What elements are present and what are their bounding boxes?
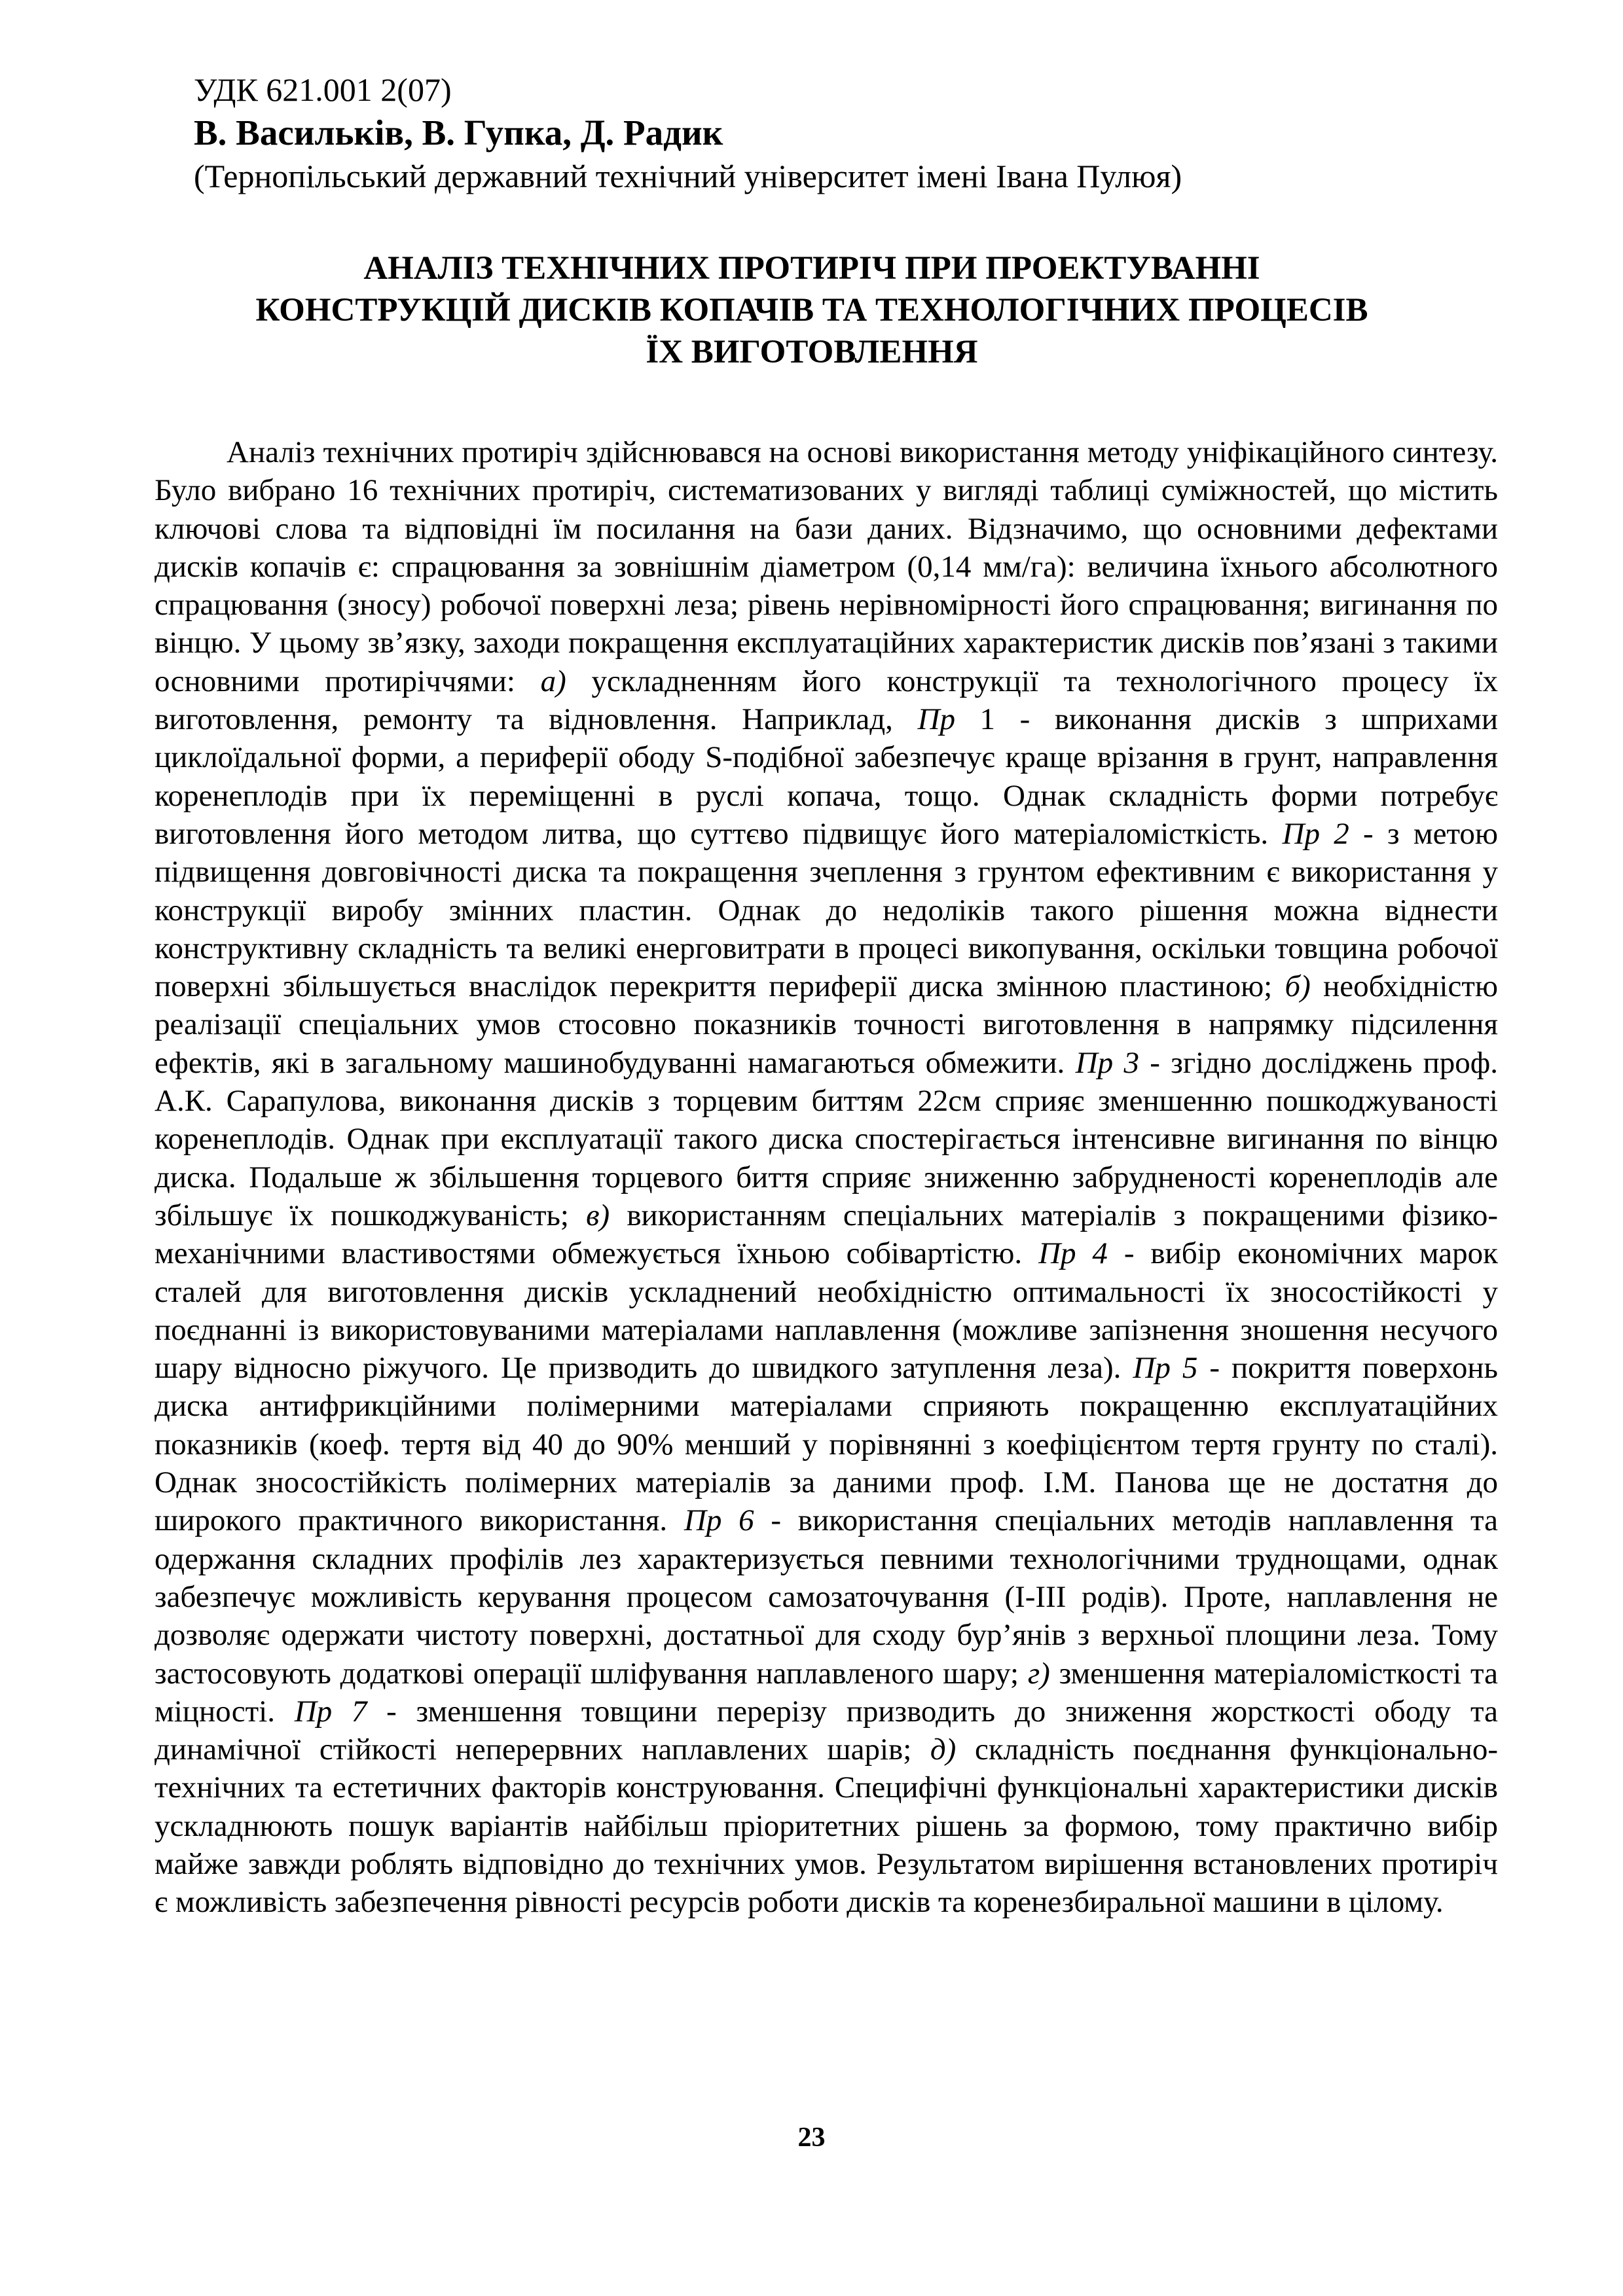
page-number: 23 <box>797 2123 826 2153</box>
affiliation: (Тернопільський державний технічний університет імені Івана Пулюя) <box>194 158 1182 194</box>
list-marker-d: д) <box>930 1732 957 1767</box>
body-text-segment: використанням спеціальних матеріалів з покращеними фізико-механічними властивостями обмежується їхньою собівартістю. <box>155 1198 1498 1271</box>
body-text-segment: - зменшення товщини перерізу призводить до зниження жорсткості ободу та динамічної стійкості неперервних наплавлених шарів; <box>155 1694 1498 1767</box>
body-text-segment: Аналіз технічних протиріч здійснювався на основі використання методу уніфікаційного синтезу. Було вибрано 16 технічних протиріч, систематизованих у вигляді таблиці суміжностей, що містить ключові слова та відповідні їм посилання на бази даних. Відзначимо, що основними дефектами дисків копачів є: спрацювання за зовнішнім діаметром (0,14 мм/га): величина їхнього абсолютного спрацювання (зносу) робочої поверхні леза; рівень нерівномірності його спрацювання; вигинання по вінцю. У цьому зв’язку, заходи покращення експлуатаційних характеристик дисків пов’язані з такими основними протиріччями: <box>155 435 1498 698</box>
contradiction-ref-3: Пр 3 <box>1075 1045 1139 1080</box>
contradiction-ref-2: Пр 2 - <box>1282 816 1374 851</box>
title-line-3: ЇХ ВИГОТОВЛЕННЯ <box>646 334 978 370</box>
list-marker-b: б) <box>1285 969 1311 1004</box>
contradiction-ref-6: Пр 6 <box>684 1503 754 1538</box>
body-paragraph <box>155 433 1498 1922</box>
list-marker-a: а) <box>540 664 566 698</box>
list-marker-v: в) <box>586 1198 610 1232</box>
body-text-segment: - покриття поверхонь диска антифрикційними полімерними матеріалами сприяють покращенню експлуатаційних показників (коеф. тертя від 40 до 90% менший у порівнянні з коефіцієнтом тертя грунту по сталі). Однак зносостійкість полімерних матеріалів за даними проф. І.М. Панова ще не достатня до широкого практичного використання. <box>155 1351 1498 1538</box>
body-text-segment: - згідно досліджень проф. А.К. Сарапулова, виконання дисків з торцевим биттям 22см сприяє зменшенню пошкоджуваності коренеплодів. Однак при експлуатації такого диска спостерігається інтенсивне вигинання по вінцю диска. Подальше ж збільшення торцевого биття сприяє зниженню забрудненості коренеплодів але збільшує їх пошкоджуваність; <box>155 1045 1498 1232</box>
contradiction-ref-7: Пр 7 <box>294 1694 367 1729</box>
body-text-segment: з метою підвищення довговічності диска та покращення зчеплення з грунтом ефективним є використання у конструкції виробу змінних пластин. Однак до недоліків такого рішення можна віднести конструктивну складність та великі енерговитрати в процесі викопування, оскільки товщина робочої поверхні збільшується внаслідок перекриття периферії диска змінною пластиною; <box>155 816 1499 1004</box>
article-header <box>194 68 1497 198</box>
body-text-segment: - вибір економічних марок сталей для виготовлення дисків ускладнений необхідністю оптимальності їх зносостійкості у поєднанні із використовуваними матеріалами наплавлення (можливе запізнення зношення несучого шару відносно ріжучого. Це призводить до швидкого затуплення леза). <box>155 1236 1498 1386</box>
body-text-segment: складність поєднання функціонально-технічних та естетичних факторів конструювання. Специфічні функціональні характеристики дисків ускладнюють пошук варіантів найбільш пріоритетних рішень за формою, тому практично вибір майже завжди роблять відповідно до технічних умов. Результатом вирішення встановлених протиріч є можливість забезпечення рівності ресурсів роботи дисків та коренезбиральної машини в цілому. <box>155 1732 1498 1920</box>
contradiction-ref-4: Пр 4 <box>1038 1236 1108 1271</box>
body-text-segment: 1 - виконання дисків з шприхами циклоїдальної форми, а периферії ободу S-подібної забезпечує краще врізання в грунт, направлення коренеплодів при їх переміщенні в руслі копача, тощо. Однак складність форми потребує виготовлення його методом литва, що суттєво підвищує його матеріаломісткість. <box>155 702 1498 851</box>
authors: В. Васильків, В. Гупка, Д. Радик <box>194 113 723 152</box>
body-text-segment: зменшення матеріаломісткості та міцності. <box>155 1656 1498 1729</box>
udk-code: УДК 621.001 2(07) <box>194 71 452 108</box>
body-text-segment: - використання спеціальних методів наплавлення та одержання складних профілів лез характеризується певними технологічними труднощами, однак забезпечує можливість керування процесом самозаточування (I-III родів). Проте, наплавлення не дозволяє одержати чистоту поверхні, достатньої для сходу бур’янів з верхньої площини леза. Тому застосовують додаткові операції шліфування наплавленого шару; <box>155 1503 1498 1691</box>
title-line-1: АНАЛІЗ ТЕХНІЧНИХ ПРОТИРІЧ ПРИ ПРОЕКТУВАННІ <box>363 250 1260 287</box>
body-text-segment: ускладненням його конструкції та технологічного процесу їх виготовлення, ремонту та відновлення. Наприклад, <box>155 664 1498 737</box>
contradiction-ref-1: Пр <box>917 702 955 737</box>
title-line-2: КОНСТРУКЦІЙ ДИСКІВ КОПАЧІВ ТА ТЕХНОЛОГІЧНИХ ПРОЦЕСІВ <box>255 292 1368 329</box>
list-marker-g: г) <box>1027 1656 1050 1691</box>
body-text-segment: необхідністю реалізації спеціальних умов стосовно показників точності виготовлення в напрямку підсилення ефектів, які в загальному машинобудуванні намагаються обмежити. <box>155 969 1498 1080</box>
contradiction-ref-5: Пр 5 <box>1133 1351 1198 1386</box>
article-title <box>170 247 1453 373</box>
